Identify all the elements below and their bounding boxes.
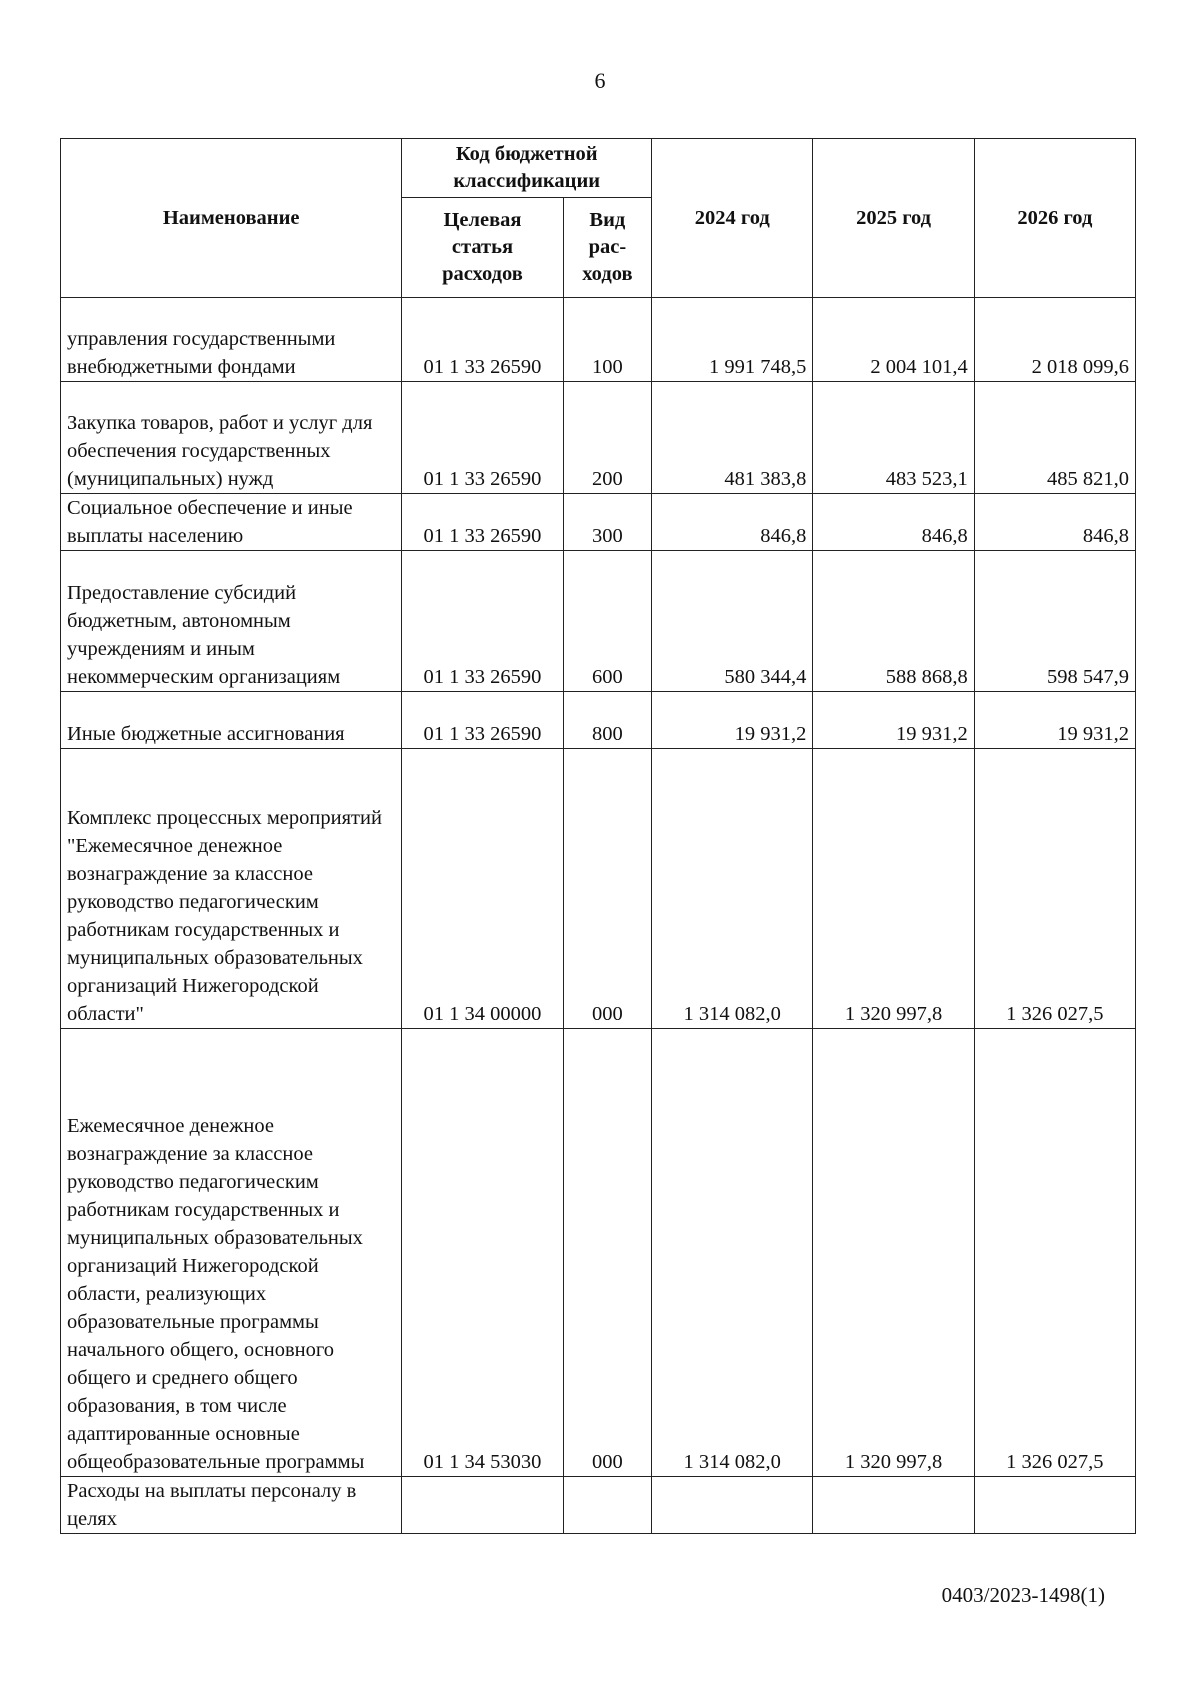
row-2026: 1 326 027,5 [974,749,1135,1029]
row-kind: 000 [563,749,651,1029]
row-name: Иные бюджетные ассигнования [61,692,402,749]
row-2025: 1 320 997,8 [813,749,974,1029]
table-row [61,749,1136,1029]
row-2026: 846,8 [974,494,1135,551]
row-kind: 200 [563,382,651,494]
row-2024 [652,1477,813,1534]
row-2025: 1 320 997,8 [813,1029,974,1477]
row-kind: 000 [563,1029,651,1477]
page-number: 6 [594,68,606,93]
header-2025: 2025 год [813,139,974,298]
row-kind: 300 [563,494,651,551]
row-code: 01 1 34 00000 [402,749,563,1029]
row-name: управления государственными внебюджетными фондами [61,298,402,382]
row-kind: 600 [563,551,651,692]
header-budget-code: Код бюджетной классификации [402,139,652,198]
row-name: Ежемесячное денежное вознаграждение за классное руководство педагогическим работникам государственных и муниципальных образовательных организаций Нижегородской области, реализующих образовательные программы начального общего, основного общего и среднего общего образования, в том числе адаптированные основные общеобразовательные программы [61,1029,402,1477]
row-2026: 485 821,0 [974,382,1135,494]
row-2026: 598 547,9 [974,551,1135,692]
table-body [61,298,1136,1534]
row-2025: 483 523,1 [813,382,974,494]
row-2024: 481 383,8 [652,382,813,494]
row-2024: 1 991 748,5 [652,298,813,382]
row-2026 [974,1477,1135,1534]
row-code [402,1477,563,1534]
table-row [61,692,1136,749]
row-name: Предоставление субсидий бюджетным, автономным учреждениям и иным некоммерческим организациям [61,551,402,692]
row-kind [563,1477,651,1534]
row-2024: 846,8 [652,494,813,551]
row-2025: 19 931,2 [813,692,974,749]
row-name: Комплекс процессных мероприятий "Ежемесячное денежное вознаграждение за классное руководство педагогическим работникам государственных и муниципальных образовательных организаций Нижегородской области" [61,749,402,1029]
table-row [61,551,1136,692]
table-row [61,494,1136,551]
row-2025 [813,1477,974,1534]
row-2025: 588 868,8 [813,551,974,692]
row-2024: 1 314 082,0 [652,1029,813,1477]
row-kind: 100 [563,298,651,382]
row-code: 01 1 33 26590 [402,382,563,494]
row-2025: 846,8 [813,494,974,551]
row-code: 01 1 33 26590 [402,298,563,382]
row-2024: 19 931,2 [652,692,813,749]
row-2024: 1 314 082,0 [652,749,813,1029]
row-name: Расходы на выплаты персоналу в целях [61,1477,402,1534]
row-name: Социальное обеспечение и иные выплаты населению [61,494,402,551]
row-code: 01 1 33 26590 [402,494,563,551]
row-2026: 2 018 099,6 [974,298,1135,382]
row-2026: 1 326 027,5 [974,1029,1135,1477]
row-code: 01 1 33 26590 [402,692,563,749]
row-2024: 580 344,4 [652,551,813,692]
row-name: Закупка товаров, работ и услуг для обеспечения государственных (муниципальных) нужд [61,382,402,494]
header-kind: Вид рас-ходов [563,198,651,298]
table-row [61,1029,1136,1477]
header-target: Целевая статья расходов [402,198,563,298]
table-header [61,139,1136,298]
row-kind: 800 [563,692,651,749]
row-2026: 19 931,2 [974,692,1135,749]
document-number: 0403/2023-1498(1) [941,1583,1105,1607]
table-row [61,1477,1136,1534]
table-row [61,298,1136,382]
header-name: Наименование [61,139,402,298]
row-2025: 2 004 101,4 [813,298,974,382]
header-2026: 2026 год [974,139,1135,298]
budget-table [60,138,1136,1534]
table-row [61,382,1136,494]
header-2024: 2024 год [652,139,813,298]
row-code: 01 1 34 53030 [402,1029,563,1477]
row-code: 01 1 33 26590 [402,551,563,692]
